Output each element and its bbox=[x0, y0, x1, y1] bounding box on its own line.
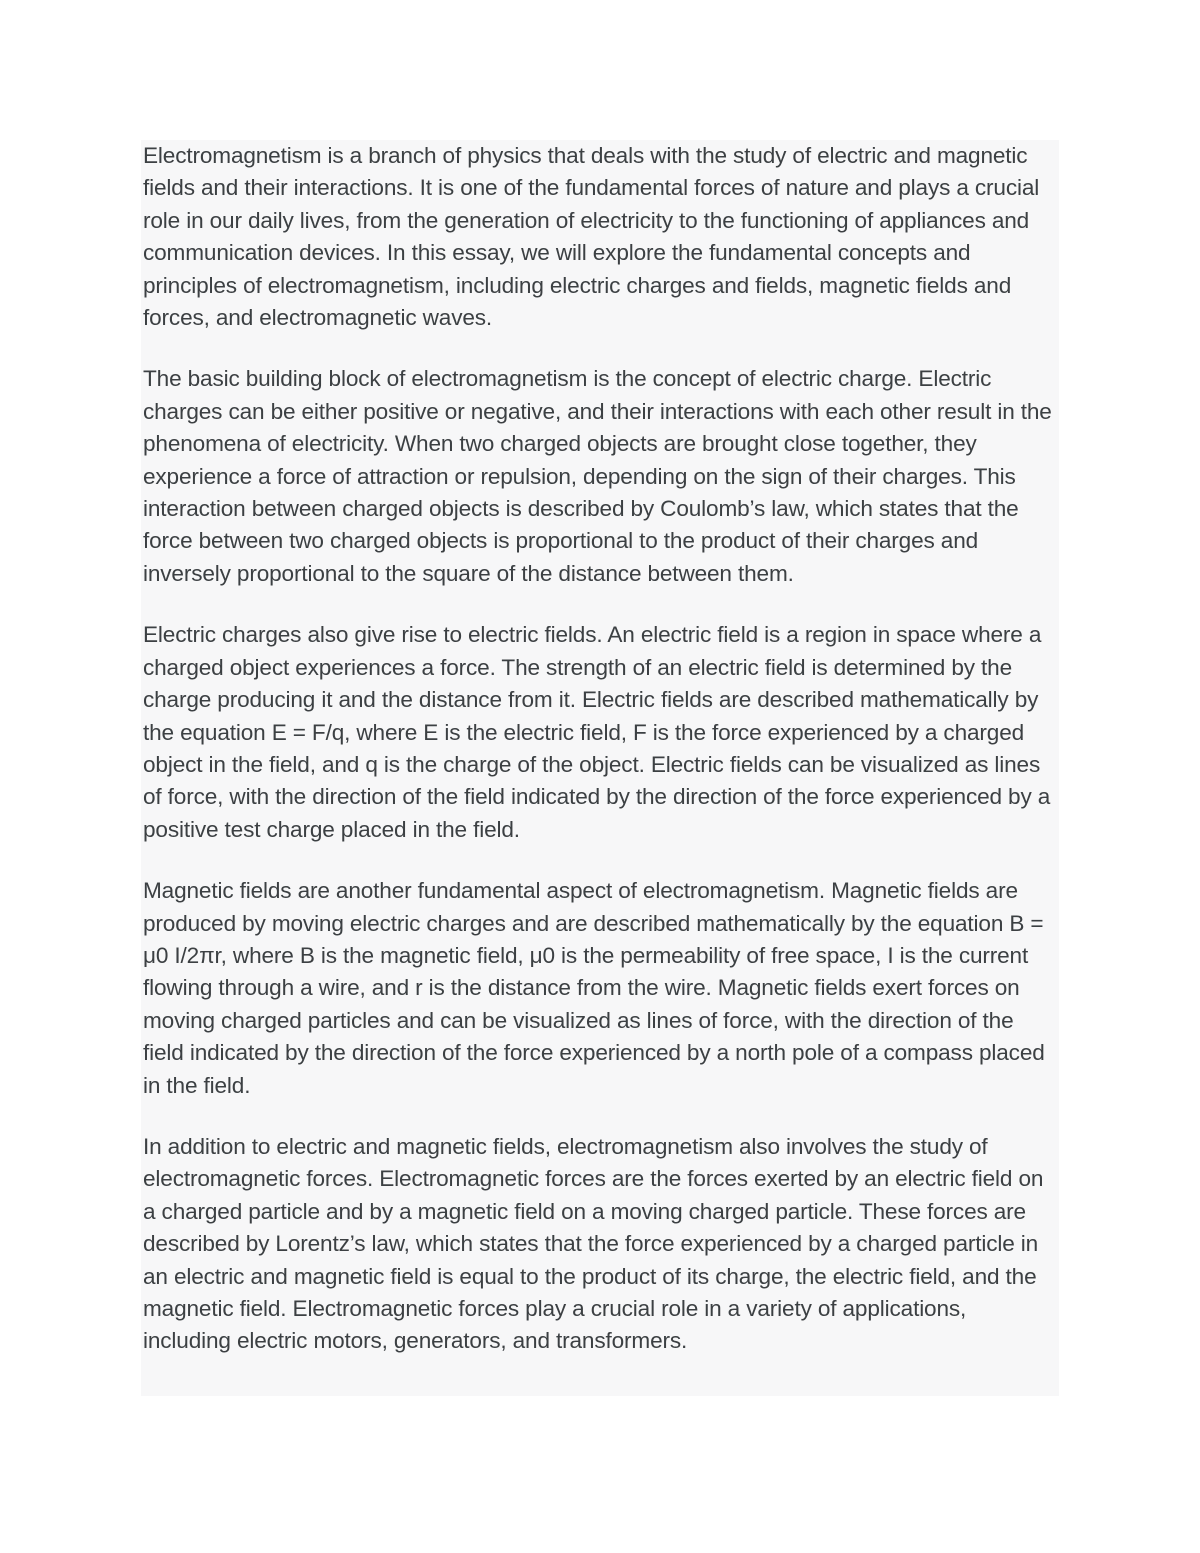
paragraph-intro: Electromagnetism is a branch of physics that deals with the study of electric and magnetic fields and their interactions. It is one of the fundamental forces of nature and plays a crucial role in our daily lives, from the generation of electricity to the functioning of appliances and communication devices. In this essay, we will explore the fundamental concepts and principles of electromagnetism, including electric charges and fields, magnetic fields and forces, and electromagnetic waves. bbox=[143, 143, 1040, 331]
paragraph-electromagnetic-forces: In addition to electric and magnetic fields, electromagnetism also involves the study of electromagnetic forces. Electromagnetic forces are the forces exerted by an electric field on a charged particle and by a magnetic field on a moving charged particle. These forces are described by Lorentz’s law, which states that the force experienced by a charged particle in an electric and magnetic field is equal to the product of its charge, the electric field, and the magnetic field. Electromagnetic forces play a crucial role in a variety of applications, including electric motors, generators, and transformers. bbox=[143, 1133, 1044, 1354]
paragraph-electric-fields: Electric charges also give rise to electric fields. An electric field is a region in space where a charged object experiences a force. The strength of an electric field is determined by the charge producing it and the distance from it. Electric fields are described mathematically by the equation E = F/q, where E is the electric field, F is the force experienced by a charged object in the field, and q is the charge of the object. Electric fields can be visualized as lines of force, with the direction of the field indicated by the direction of the force experienced by a positive test charge placed in the field. bbox=[143, 622, 1051, 842]
paragraph-magnetic-fields: Magnetic fields are another fundamental aspect of electromagnetism. Magnetic fields are produced by moving electric charges and are described mathematically by the equation B = μ0 I/2πr, where B is the magnetic field, μ0 is the permeability of free space, I is the current flowing through a wire, and r is the distance from the wire. Magnetic fields exert forces on moving charged particles and can be visualized as lines of force, with the direction of the field indicated by the direction of the force experienced by a north pole of a compass placed in the field. bbox=[143, 878, 1045, 1098]
essay-text-block bbox=[141, 140, 1059, 1396]
paragraph-electric-charge: The basic building block of electromagnetism is the concept of electric charge. Electric charges can be either positive or negative, and their interactions with each other result in the phenomena of electricity. When two charged objects are brought close together, they experience a force of attraction or repulsion, depending on the sign of their charges. This interaction between charged objects is described by Coulomb’s law, which states that the force between two charged objects is proportional to the product of their charges and inversely proportional to the square of the distance between them. bbox=[143, 366, 1052, 586]
